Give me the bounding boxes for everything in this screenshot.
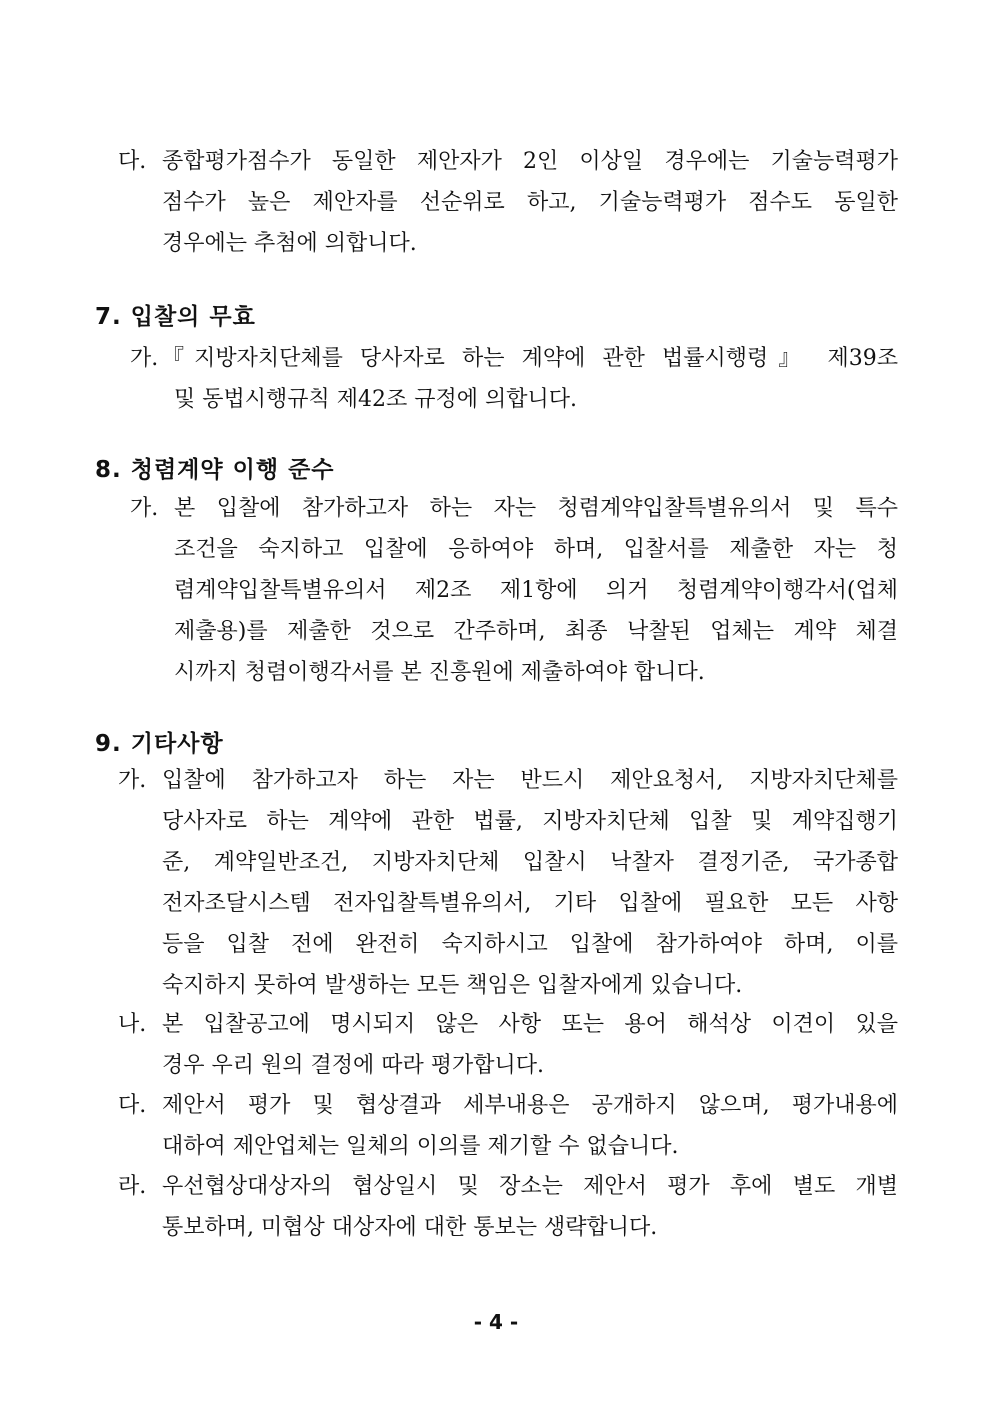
item-marker: 나. [118, 1012, 147, 1037]
item-line: 경우에는 추첨에 의합니다. [162, 231, 417, 256]
item-marker: 가. [130, 346, 159, 371]
section-8-heading: 8. 청렴계약 이행 준수 [95, 457, 335, 483]
section-7-heading: 7. 입찰의 무효 [95, 304, 256, 330]
item-line: 조건을 숙지하고 입찰에 응하여야 하며, 입찰서를 제출한 자는 청 [174, 537, 898, 562]
item-line: 본 입찰공고에 명시되지 않은 사항 또는 용어 해석상 이견이 있을 [162, 1012, 898, 1037]
section-9-item-na [118, 1004, 898, 1086]
item-line: 우선협상대상자의 협상일시 및 장소는 제안서 평가 후에 별도 개별 [162, 1174, 898, 1199]
section-9-item-ra [118, 1166, 898, 1248]
section-9-heading: 9. 기타사항 [95, 731, 224, 757]
item-line: 준, 계약일반조건, 지방자치단체 입찰시 낙찰자 결정기준, 국가종합 [162, 850, 898, 875]
item-line: 제안서 평가 및 협상결과 세부내용은 공개하지 않으며, 평가내용에 [162, 1093, 898, 1118]
item-marker: 다. [118, 1093, 147, 1118]
item-marker: 다. [118, 149, 147, 174]
item-line: 전자조달시스템 전자입찰특별유의서, 기타 입찰에 필요한 모든 사항 [162, 891, 898, 916]
item-line: 및 동법시행규칙 제42조 규정에 의합니다. [174, 387, 577, 412]
item-line: 입찰에 참가하고자 하는 자는 반드시 제안요청서, 지방자치단체를 [162, 768, 898, 793]
item-line: 등을 입찰 전에 완전히 숙지하시고 입찰에 참가하여야 하며, 이를 [162, 932, 898, 957]
item-line: 본 입찰에 참가하고자 하는 자는 청렴계약입찰특별유의서 및 특수 [174, 496, 898, 521]
section-9-item-da [118, 1085, 898, 1167]
item-line: 시까지 청렴이행각서를 본 진흥원에 제출하여야 합니다. [174, 660, 705, 685]
item-line: 대하여 제안업체는 일체의 이의를 제기할 수 없습니다. [162, 1134, 679, 1159]
item-line: 당사자로 하는 계약에 관한 법률, 지방자치단체 입찰 및 계약집행기 [162, 809, 898, 834]
item-marker: 가. [130, 496, 159, 521]
item-line: 점수가 높은 제안자를 선순위로 하고, 기술능력평가 점수도 동일한 [162, 190, 898, 215]
item-marker: 가. [118, 768, 147, 793]
item-line: 숙지하지 못하여 발생하는 모든 책임은 입찰자에게 있습니다. [162, 973, 743, 998]
section-7-item-ga [130, 338, 898, 420]
item-line: 렴계약입찰특별유의서 제2조 제1항에 의거 청렴계약이행각서(업체 [174, 578, 898, 603]
item-line: 경우 우리 원의 결정에 따라 평가합니다. [162, 1053, 544, 1078]
section-9-item-ga [118, 760, 898, 1006]
item-line: 『지방자치단체를 당사자로 하는 계약에 관한 법률시행령』 제39조 [162, 346, 898, 371]
item-line: 통보하며, 미협상 대상자에 대한 통보는 생략합니다. [162, 1215, 658, 1240]
item-marker: 라. [118, 1174, 147, 1199]
section-6-item-da [118, 141, 898, 264]
page-number: - 4 - [473, 1310, 519, 1334]
section-8-item-ga [130, 488, 898, 693]
item-line: 제출용)를 제출한 것으로 간주하며, 최종 낙찰된 업체는 계약 체결 [174, 619, 898, 644]
item-line: 종합평가점수가 동일한 제안자가 2인 이상일 경우에는 기술능력평가 [162, 149, 898, 174]
